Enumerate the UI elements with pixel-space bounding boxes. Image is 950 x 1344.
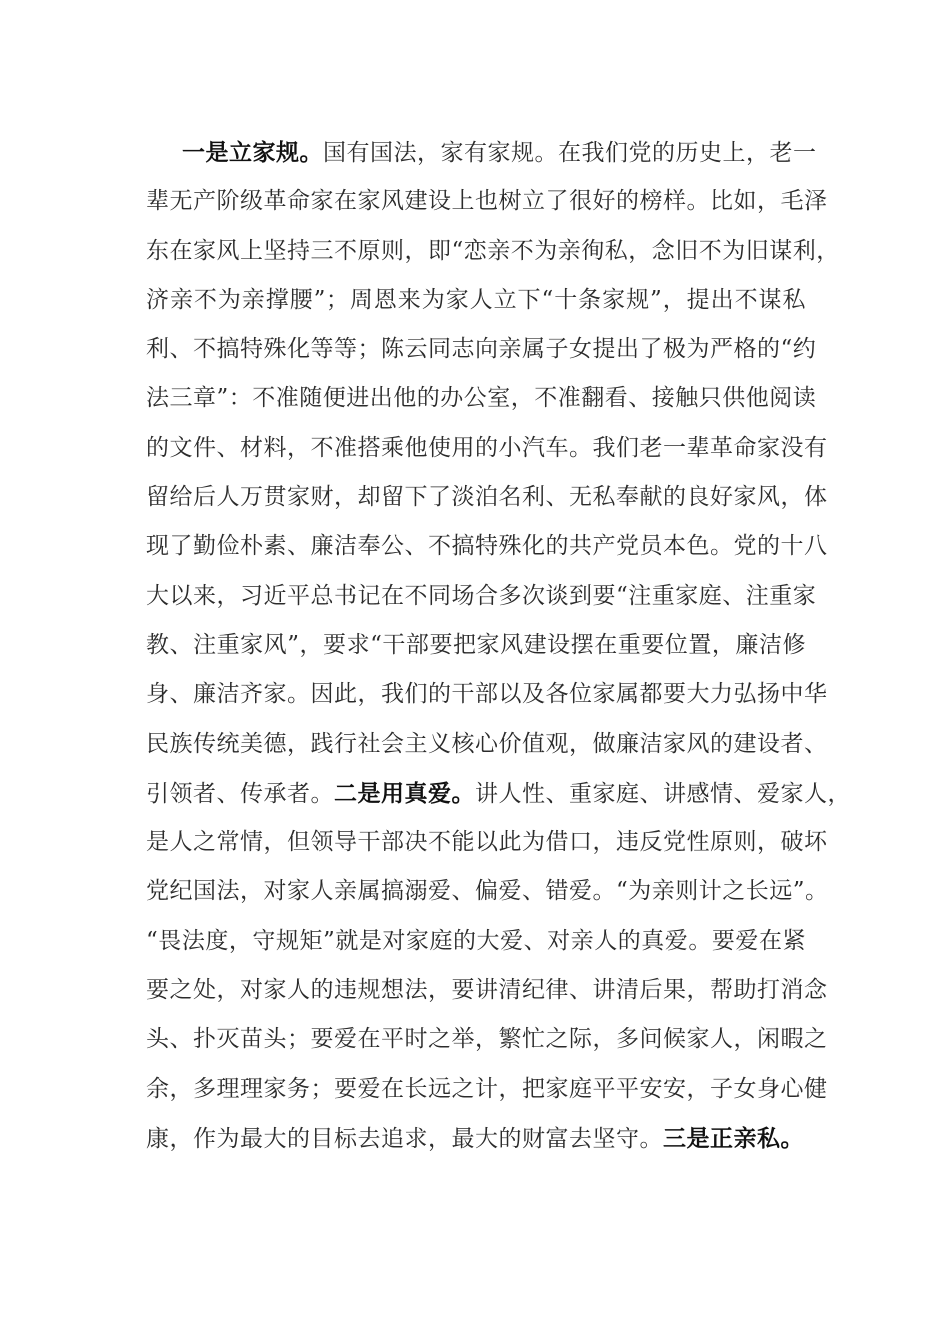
text-line [146, 769, 851, 818]
text-line [146, 1114, 806, 1163]
text-line [146, 177, 828, 226]
text-line [146, 374, 817, 423]
text-run: 法三章”：不准随便进出他的办公室，不准翻看、接触只供他阅读 [146, 385, 817, 412]
heading-zhengqinsi: 三是正亲私。 [663, 1124, 804, 1152]
text-line [146, 424, 828, 473]
text-line [146, 1065, 828, 1114]
text-run: 济亲不为亲撑腰”；周恩来为家人立下“十条家规”，提出不谋私 [146, 286, 806, 313]
text-run: 身、廉洁齐家。因此，我们的干部以及各位家属都要大力弘扬中华 [146, 681, 828, 708]
text-line [146, 917, 806, 966]
text-line [146, 128, 817, 177]
text-run: 民族传统美德，践行社会主义核心价值观，做廉洁家风的建设者、 [146, 730, 828, 757]
text-run: 党纪国法，对家人亲属搞溺爱、偏爱、错爱。“为亲则计之长远”。 [146, 878, 829, 905]
text-run: 引领者、传承者。 [146, 780, 334, 807]
text-run: “畏法度，守规矩”就是对家庭的大爱、对亲人的真爱。要爱在紧 [146, 927, 806, 954]
text-line [146, 621, 806, 670]
text-run: 辈无产阶级革命家在家风建设上也树立了很好的榜样。比如，毛泽 [146, 188, 828, 215]
text-run: 要之处，对家人的违规想法，要讲清纪律、讲清后果，帮助打消念 [146, 977, 828, 1004]
text-run: 头、扑灭苗头；要爱在平时之举，繁忙之际，多问候家人，闲暇之 [146, 1026, 828, 1053]
text-line [146, 670, 828, 719]
text-run: 是人之常情，但领导干部决不能以此为借口，违反党性原则，破坏 [146, 829, 828, 856]
text-run: 东在家风上坚持三不原则，即“恋亲不为亲徇私，念旧不为旧谋利， [146, 237, 840, 264]
text-run: 康，作为最大的目标去追求，最大的财富去坚守。 [146, 1125, 663, 1152]
text-line [146, 1015, 828, 1064]
heading-lijiagui: 一是立家规。 [182, 139, 323, 166]
text-run: 讲人性、重家庭、讲感情、爱家人， [475, 780, 851, 807]
text-line [146, 227, 840, 276]
text-run: 现了勤俭朴素、廉洁奉公、不搞特殊化的共产党员本色。党的十八 [146, 533, 828, 560]
text-run: 留给后人万贯家财，却留下了淡泊名利、无私奉献的良好家风，体 [146, 484, 828, 511]
text-line [146, 522, 828, 571]
text-run: 国有国法，家有家规。在我们党的历史上，老一 [323, 140, 817, 166]
body-paragraph [146, 128, 851, 1163]
text-line [146, 720, 828, 769]
heading-yongzhenai: 二是用真爱。 [334, 779, 475, 807]
text-line [146, 966, 828, 1015]
text-line [146, 818, 828, 867]
text-line [146, 325, 817, 374]
text-line [146, 572, 817, 621]
text-run: 教、注重家风”，要求“干部要把家风建设摆在重要位置，廉洁修 [146, 631, 806, 658]
text-line [146, 867, 829, 916]
text-run: 利、不搞特殊化等等；陈云同志向亲属子女提出了极为严格的“约 [146, 336, 817, 363]
text-run: 大以来，习近平总书记在不同场合多次谈到要“注重家庭、注重家 [146, 582, 817, 609]
text-line [146, 473, 828, 522]
text-line [146, 276, 806, 325]
text-run: 的文件、材料，不准搭乘他使用的小汽车。我们老一辈革命家没有 [146, 434, 828, 461]
text-run: 余，多理理家务；要爱在长远之计，把家庭平平安安，子女身心健 [146, 1075, 828, 1102]
